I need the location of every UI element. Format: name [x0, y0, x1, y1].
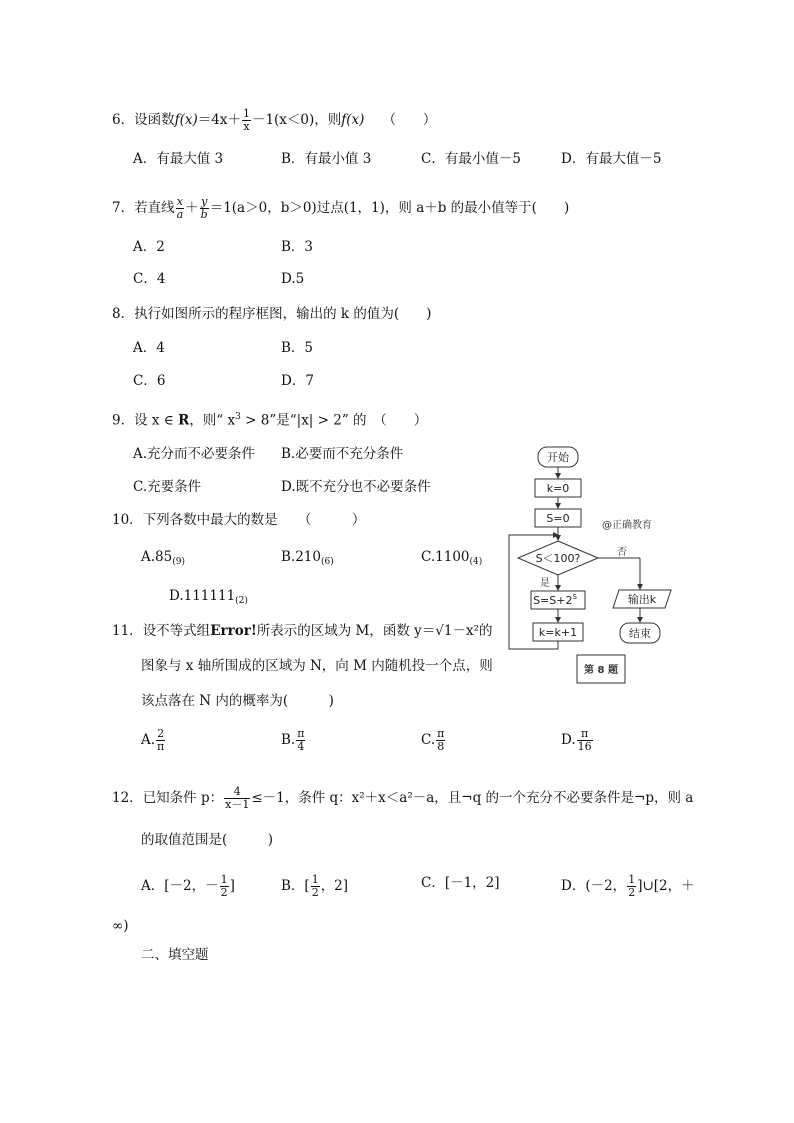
question-11 [112, 622, 493, 640]
question-7 [112, 196, 569, 221]
q10-option-d-value: D.111111 [169, 588, 236, 604]
section-heading: 二、填空题 [141, 947, 209, 963]
q10-option-c [421, 548, 482, 571]
q6-answer-paren: （ ） [382, 112, 437, 128]
q8-option-c: C．6 [133, 373, 166, 389]
q9-exponent: 3 [235, 412, 241, 422]
q7-option-c: C．4 [133, 271, 166, 287]
q11-option-b [281, 728, 306, 753]
question-9 [112, 408, 427, 430]
flow-no-label: 否 [617, 547, 627, 558]
q12-option-d-text: D．(－2， [561, 878, 627, 894]
q11-number: 11． [112, 623, 143, 639]
q12-option-c: C．[－1，2] [421, 875, 500, 891]
q10-option-d [169, 587, 248, 610]
q6-text: ＝4x＋ [197, 112, 241, 128]
flowchart-svg [505, 445, 680, 690]
q12-text: ≤－1，条件 q：x²＋x＜a²－a，且¬q 的一个充分不必要条件是¬p，则 a [251, 790, 694, 806]
q11-error-text: Error! [210, 623, 257, 639]
q11-text: 所表示的区域为 M，函数 y＝√1－x²的 [256, 623, 493, 639]
q11-option-c-fraction: $\frac{\pi}{8}$ [437, 727, 445, 753]
q7-plus: ＋ [185, 200, 199, 216]
q12-option-b-text: B．[ [281, 878, 310, 894]
q9-text: 设 x ∈ [134, 412, 179, 429]
q12-option-a-text: ] [229, 878, 235, 894]
q8-text: 执行如图所示的程序框图，输出的 k 的值为( ) [134, 306, 432, 322]
q10-option-c-value: C.1100 [421, 549, 470, 565]
q10-option-b-value: B.210 [281, 549, 321, 565]
q9-number: 9． [112, 412, 135, 429]
q11-text: 设不等式组 [142, 623, 211, 639]
q9-option-c: C.充要条件 [133, 479, 202, 495]
q11-option-a-fraction: $\frac{2}{\pi}$ [157, 727, 165, 753]
q6-option-b: B．有最小值 3 [281, 151, 372, 167]
q8-option-b: B．5 [281, 340, 314, 356]
q11-option-d [561, 728, 594, 753]
q9-option-b: B.必要而不充分条件 [281, 446, 404, 462]
q7-fraction-x-a: $\frac{x}{a}$ [176, 195, 184, 221]
q7-option-d: D.5 [281, 271, 305, 287]
q12-line-2: 的取值范围是( ) [141, 832, 274, 848]
q6-text: 设函数 [134, 112, 175, 128]
q7-text: ＝1(a＞0，b＞0)过点(1，1)，则 a＋b 的最小值等于( ) [209, 200, 570, 216]
q6-option-a: A．有最大值 3 [133, 151, 224, 167]
question-12 [112, 786, 693, 811]
q12-text: 已知条件 p： [142, 790, 224, 806]
q7-option-a: A．2 [133, 239, 165, 255]
q9-text: > 8”是“|x| > 2” 的 （ ） [240, 412, 428, 429]
flow-init-k-label: k=0 [546, 482, 570, 495]
flow-decision-label: S＜100? [535, 552, 581, 565]
q12-option-d-wrap: ∞) [112, 918, 129, 934]
q12-option-a-text: A．[－2，－ [141, 878, 219, 894]
flow-start-label: 开始 [547, 451, 569, 464]
q12-option-a-fraction: $\frac{1}{2}$ [220, 873, 228, 899]
q12-option-b-text: ，2] [320, 878, 349, 894]
q12-fraction: $\frac{4}{x-1}$ [225, 785, 250, 811]
q6-text: －1(x＜0)，则 [251, 112, 342, 128]
q10-option-d-base: (2) [235, 596, 248, 606]
q12-option-d-fraction: $\frac{1}{2}$ [628, 873, 636, 899]
q11-option-c-label: C. [421, 732, 436, 748]
question-6 [112, 108, 436, 133]
q11-option-a-label: A. [141, 732, 156, 748]
q11-option-d-fraction: $\frac{\pi}{16}$ [577, 727, 592, 753]
q11-option-d-label: D. [561, 732, 576, 748]
q12-option-d-text: ]∪[2，＋ [637, 878, 695, 894]
flow-update-s-exponent: S [572, 593, 577, 601]
q10-option-b-base: (6) [320, 557, 334, 567]
flow-update-s-text: S=S+2 [533, 594, 573, 607]
q6-option-c: C．有最小值－5 [421, 151, 521, 167]
q11-option-a [141, 728, 166, 753]
q6-fx: f(x) [174, 112, 198, 128]
q10-number: 10． [112, 512, 143, 528]
q9-real-set: R [178, 412, 190, 429]
q11-line-3: 该点落在 N 内的概率为( ) [141, 693, 334, 709]
q11-option-b-fraction: $\frac{\pi}{4}$ [297, 727, 305, 753]
q9-text: ，则“ x [189, 412, 236, 429]
q6-number: 6． [112, 112, 135, 128]
q6-fx: f(x) [341, 112, 365, 128]
q12-number: 12． [112, 790, 143, 806]
q10-option-c-base: (4) [469, 557, 483, 567]
q7-fraction-y-b: $\frac{y}{b}$ [200, 195, 208, 221]
q8-option-a: A．4 [133, 340, 165, 356]
q10-option-a-value: A.85 [141, 549, 173, 565]
flowchart-figure [505, 445, 680, 690]
q10-option-a-base: (9) [172, 557, 185, 567]
flow-end-label: 结束 [629, 627, 651, 640]
question-10 [112, 511, 365, 529]
q7-text: 若直线 [134, 200, 175, 216]
q8-number: 8． [112, 306, 135, 322]
q11-option-c [421, 728, 446, 753]
q9-option-a: A.充分而不必要条件 [133, 446, 256, 462]
q11-option-b-label: B. [281, 732, 296, 748]
question-8 [112, 305, 431, 323]
q12-option-b-fraction: $\frac{1}{2}$ [311, 873, 319, 899]
q7-option-b: B．3 [281, 239, 314, 255]
flow-update-s-label [533, 593, 577, 607]
q12-option-a [141, 874, 235, 899]
q10-text: 下列各数中最大的数是 （ ） [142, 512, 366, 528]
q10-option-b [281, 548, 334, 571]
q7-number: 7． [112, 200, 135, 216]
flow-output-label: 输出k [627, 593, 657, 606]
flow-watermark: @正确教育 [602, 520, 652, 531]
q12-option-d [561, 874, 695, 899]
q9-option-d: D.既不充分也不必要条件 [281, 479, 431, 495]
q6-fraction: $\frac{1}{x}$ [242, 107, 250, 133]
q6-option-d: D．有最大值－5 [561, 151, 662, 167]
q11-line-2: 图象与 x 轴所围成的区域为 N，向 M 内随机投一个点，则 [141, 658, 493, 674]
q10-option-a [141, 548, 185, 571]
q8-option-d: D．7 [281, 373, 314, 389]
flow-update-k-label: k=k+1 [538, 626, 578, 639]
flow-init-s-label: S=0 [546, 512, 570, 525]
q12-option-b [281, 874, 348, 899]
flow-yes-label: 是 [540, 578, 550, 589]
flow-caption-label: 第 8 题 [584, 665, 618, 676]
